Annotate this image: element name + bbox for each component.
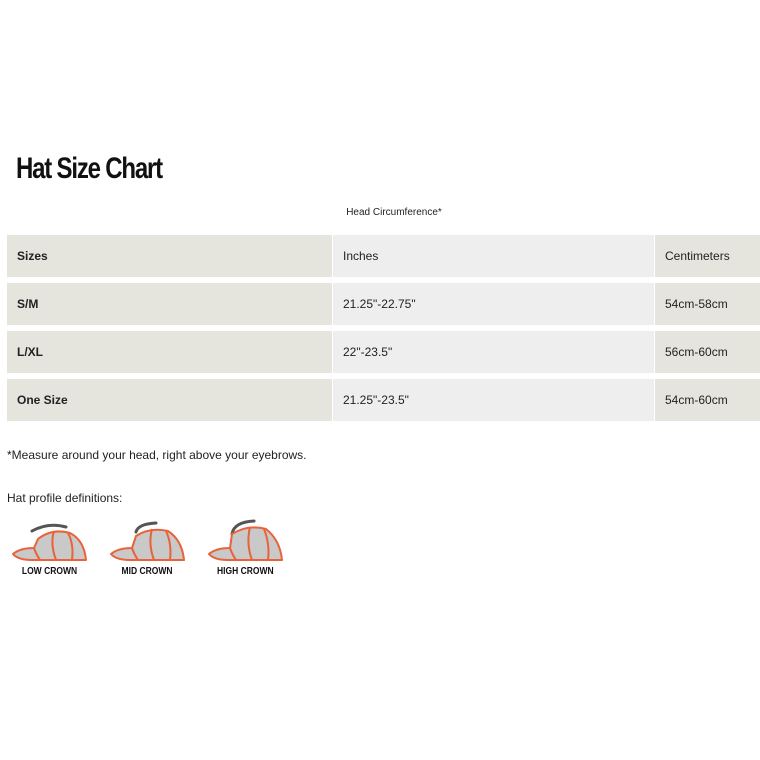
profile-definitions-label: Hat profile definitions: — [7, 491, 123, 505]
size-table — [7, 235, 760, 427]
hat-profile-label: HIGH CROWN — [216, 566, 274, 577]
centimeters-cell: 54cm-60cm — [654, 379, 760, 421]
low-crown-cap-icon — [10, 518, 88, 564]
size-cell: One Size — [7, 379, 332, 421]
header-sizes: Sizes — [7, 235, 332, 277]
size-cell: L/XL — [7, 331, 332, 373]
hat-profile-label: MID CROWN — [121, 566, 173, 577]
centimeters-cell: 56cm-60cm — [654, 331, 760, 373]
header-inches: Inches — [332, 235, 654, 277]
hat-profile-high — [206, 518, 284, 577]
table-subheading: Head Circumference* — [346, 207, 442, 218]
table-row — [7, 331, 760, 373]
table-header-row — [7, 235, 760, 277]
hat-profile-low — [10, 518, 88, 577]
header-centimeters: Centimeters — [654, 235, 760, 277]
inches-cell: 22"-23.5" — [332, 331, 654, 373]
inches-cell: 21.25"-22.75" — [332, 283, 654, 325]
hat-profile-label: LOW CROWN — [21, 566, 77, 577]
size-cell: S/M — [7, 283, 332, 325]
hat-profile-mid — [108, 518, 186, 577]
mid-crown-cap-icon — [108, 518, 186, 564]
measure-note: *Measure around your head, right above your eyebrows. — [7, 448, 307, 462]
table-row — [7, 379, 760, 421]
centimeters-cell: 54cm-58cm — [654, 283, 760, 325]
hat-profiles — [10, 518, 284, 577]
table-row — [7, 283, 760, 325]
inches-cell: 21.25"-23.5" — [332, 379, 654, 421]
page-title: Hat Size Chart — [16, 152, 162, 185]
high-crown-cap-icon — [206, 518, 284, 564]
